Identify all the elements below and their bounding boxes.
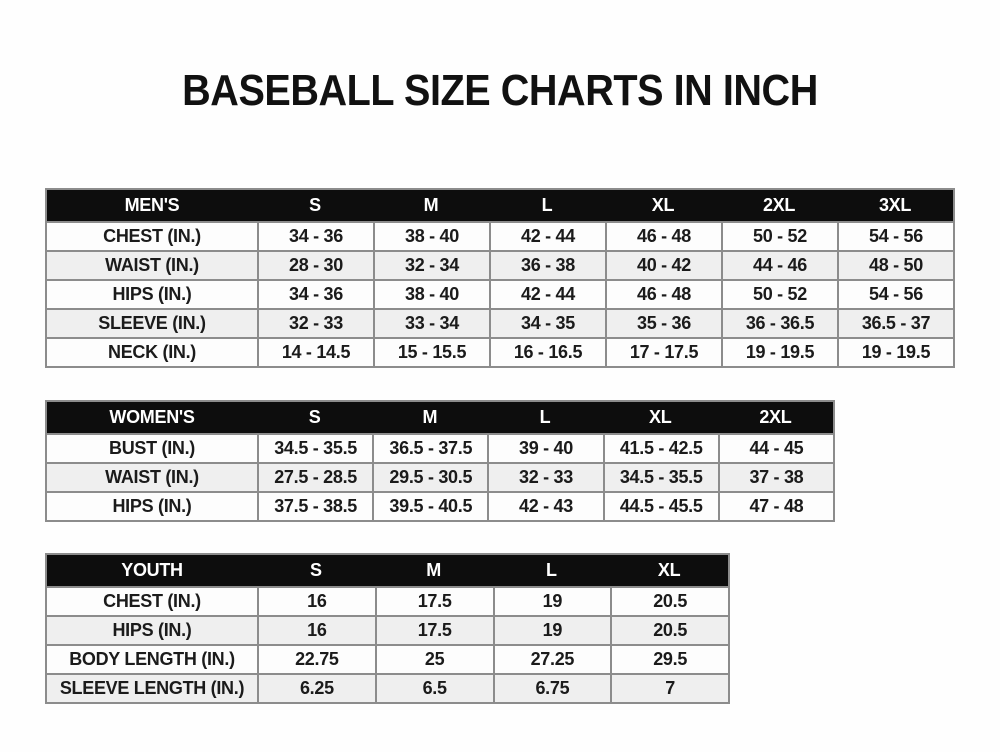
row-label-cell: CHEST (IN.) (103, 591, 201, 611)
size-value-cell: 28 - 30 (257, 252, 373, 279)
size-value-cell: 7 (610, 675, 728, 702)
size-column-header: M (422, 407, 438, 427)
size-value-cell: 46 - 48 (605, 223, 721, 250)
size-value-cell: 6.5 (375, 675, 493, 702)
size-value-cell: 19 (493, 588, 611, 615)
row-label-cell: WAIST (IN.) (105, 255, 199, 275)
row-label-cell: HIPS (IN.) (112, 284, 192, 304)
size-column-header: 2XL (762, 195, 796, 215)
row-label-cell: NECK (IN.) (108, 342, 196, 362)
size-value-cell: 34.5 - 35.5 (603, 464, 718, 491)
size-value-cell: 34.5 - 35.5 (257, 435, 372, 462)
table-row (47, 250, 953, 279)
table-row (47, 615, 728, 644)
size-value-cell: 17.5 (375, 588, 493, 615)
size-column-header: L (541, 195, 553, 215)
size-value-cell: 47 - 48 (718, 493, 833, 520)
row-label-cell: HIPS (IN.) (112, 620, 192, 640)
size-value-cell: 19 (493, 617, 611, 644)
size-value-cell: 36 - 38 (489, 252, 605, 279)
table-row (47, 221, 953, 250)
size-value-cell: 19 - 19.5 (721, 339, 837, 366)
size-column-header: L (539, 407, 551, 427)
size-value-cell: 34 - 36 (257, 281, 373, 308)
size-value-cell: 34 - 36 (257, 223, 373, 250)
row-label-cell: WAIST (IN.) (105, 467, 199, 487)
size-value-cell: 33 - 34 (373, 310, 489, 337)
size-value-cell: 20.5 (610, 588, 728, 615)
size-value-cell: 35 - 36 (605, 310, 721, 337)
size-value-cell: 50 - 52 (721, 223, 837, 250)
size-value-cell: 42 - 44 (489, 281, 605, 308)
table-row (47, 673, 728, 702)
size-value-cell: 16 (257, 617, 375, 644)
size-value-cell: 42 - 43 (487, 493, 602, 520)
size-column-header: 2XL (759, 407, 792, 427)
size-value-cell: 36.5 - 37 (837, 310, 953, 337)
size-value-cell: 17.5 (375, 617, 493, 644)
table-header-row (47, 555, 728, 586)
size-value-cell: 44.5 - 45.5 (603, 493, 718, 520)
size-value-cell: 54 - 56 (837, 281, 953, 308)
table-title-cell: MEN'S (124, 195, 180, 215)
size-column-header: XL (657, 560, 681, 580)
table-header-row (47, 190, 953, 221)
size-value-cell: 20.5 (610, 617, 728, 644)
size-value-cell: 44 - 45 (718, 435, 833, 462)
table-row (47, 337, 953, 366)
size-value-cell: 39.5 - 40.5 (372, 493, 487, 520)
row-label-cell: CHEST (IN.) (103, 226, 201, 246)
row-label-cell: HIPS (IN.) (112, 496, 192, 516)
womens-size-table (45, 400, 835, 522)
size-column-header: M (423, 195, 439, 215)
size-value-cell: 40 - 42 (605, 252, 721, 279)
size-value-cell: 29.5 - 30.5 (372, 464, 487, 491)
size-value-cell: 50 - 52 (721, 281, 837, 308)
size-value-cell: 29.5 (610, 646, 728, 673)
size-column-header: M (426, 560, 441, 580)
size-column-header: 3XL (878, 195, 912, 215)
table-row (47, 433, 833, 462)
size-value-cell: 54 - 56 (837, 223, 953, 250)
size-value-cell: 48 - 50 (837, 252, 953, 279)
table-row (47, 586, 728, 615)
size-value-cell: 38 - 40 (373, 281, 489, 308)
size-value-cell: 42 - 44 (489, 223, 605, 250)
size-value-cell: 38 - 40 (373, 223, 489, 250)
row-label-cell: BUST (IN.) (109, 438, 195, 458)
size-column-header: S (308, 407, 321, 427)
size-column-header: S (310, 560, 322, 580)
size-value-cell: 17 - 17.5 (605, 339, 721, 366)
size-column-header: XL (649, 407, 672, 427)
table-title-cell: YOUTH (121, 560, 183, 580)
size-column-header: XL (651, 195, 675, 215)
size-value-cell: 6.75 (493, 675, 611, 702)
size-value-cell: 37.5 - 38.5 (257, 493, 372, 520)
size-value-cell: 14 - 14.5 (257, 339, 373, 366)
size-value-cell: 36.5 - 37.5 (372, 435, 487, 462)
size-value-cell: 6.25 (257, 675, 375, 702)
size-value-cell: 16 (257, 588, 375, 615)
size-value-cell: 36 - 36.5 (721, 310, 837, 337)
size-value-cell: 41.5 - 42.5 (603, 435, 718, 462)
table-row (47, 308, 953, 337)
size-value-cell: 16 - 16.5 (489, 339, 605, 366)
table-header-row (47, 402, 833, 433)
size-value-cell: 34 - 35 (489, 310, 605, 337)
table-row (47, 491, 833, 520)
row-label-cell: SLEEVE (IN.) (98, 313, 206, 333)
size-value-cell: 46 - 48 (605, 281, 721, 308)
size-value-cell: 22.75 (257, 646, 375, 673)
size-column-header: S (309, 195, 321, 215)
size-value-cell: 39 - 40 (487, 435, 602, 462)
size-value-cell: 44 - 46 (721, 252, 837, 279)
size-value-cell: 37 - 38 (718, 464, 833, 491)
size-value-cell: 32 - 34 (373, 252, 489, 279)
table-row (47, 644, 728, 673)
size-value-cell: 32 - 33 (257, 310, 373, 337)
table-title-cell: WOMEN'S (109, 407, 195, 427)
table-row (47, 462, 833, 491)
row-label-cell: BODY LENGTH (IN.) (69, 649, 235, 669)
mens-size-table (45, 188, 955, 368)
page-title: BASEBALL SIZE CHARTS IN INCH (182, 66, 818, 115)
size-value-cell: 25 (375, 646, 493, 673)
size-value-cell: 19 - 19.5 (837, 339, 953, 366)
size-column-header: L (546, 560, 557, 580)
size-value-cell: 32 - 33 (487, 464, 602, 491)
size-value-cell: 15 - 15.5 (373, 339, 489, 366)
table-row (47, 279, 953, 308)
size-value-cell: 27.25 (493, 646, 611, 673)
size-value-cell: 27.5 - 28.5 (257, 464, 372, 491)
youth-size-table (45, 553, 730, 704)
row-label-cell: SLEEVE LENGTH (IN.) (59, 678, 245, 698)
